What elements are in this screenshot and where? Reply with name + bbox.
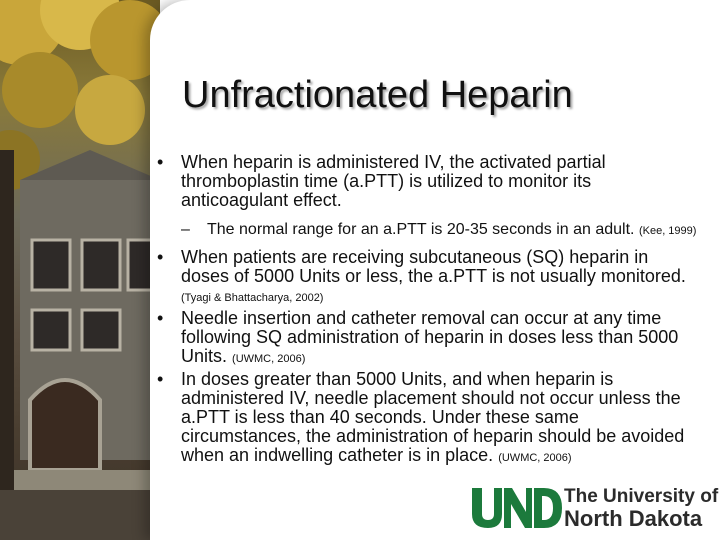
sub-bullet-text: The normal range for an a.PTT is 20-35 seconds in an adult. [207, 221, 635, 238]
bullet-list [157, 153, 697, 468]
slide-content [157, 153, 697, 476]
bullet-text: When patients are receiving subcutaneous (SQ) heparin in doses of 5000 Units or less, the a.PTT is not usually monitored. [181, 247, 686, 286]
campus-building-photo [0, 0, 160, 540]
logo-text-university: The University of [564, 486, 719, 507]
steps [0, 470, 160, 490]
bullet-item [157, 248, 697, 308]
slide-title: Unfractionated Heparin [182, 74, 573, 116]
citation: (UWMC, 2006) [232, 353, 306, 365]
bullet-text: In doses greater than 5000 Units, and when heparin is administered IV, needle placement should not occur unless the a.PTT is less than 40 seconds. Under these same circumstances, the administration of heparin should be avoided when an indwelling catheter is in place. [181, 369, 685, 465]
citation: (Tyagi & Bhattacharya, 2002) [181, 292, 324, 304]
foliage [2, 52, 78, 128]
tree-trunk [0, 150, 14, 490]
logo-text-north-dakota: North Dakota [564, 506, 703, 531]
sub-bullet-item [181, 221, 697, 240]
building-window [32, 240, 70, 290]
sub-bullet-list [181, 221, 697, 240]
bullet-text: When heparin is administered IV, the activated partial thromboplastin time (a.PTT) is utilized to monitor its anticoagulant effect. [181, 152, 606, 210]
building-gable [20, 150, 160, 180]
building-entrance [30, 380, 100, 470]
building-window [82, 240, 120, 290]
photo-illustration [0, 0, 160, 540]
bullet-item [157, 153, 697, 240]
citation: (UWMC, 2006) [498, 452, 572, 464]
foliage [75, 75, 145, 145]
ground [0, 490, 160, 540]
bullet-text: Needle insertion and catheter removal can occur at any time following SQ administration of heparin in doses less than 5000 Units. [181, 308, 679, 366]
bullet-item [157, 370, 697, 468]
citation: (Kee, 1999) [638, 225, 697, 237]
building-window [32, 310, 70, 350]
building-window [82, 310, 120, 350]
und-logo [470, 484, 719, 531]
bullet-item [157, 309, 697, 369]
und-letters-icon [470, 484, 562, 530]
